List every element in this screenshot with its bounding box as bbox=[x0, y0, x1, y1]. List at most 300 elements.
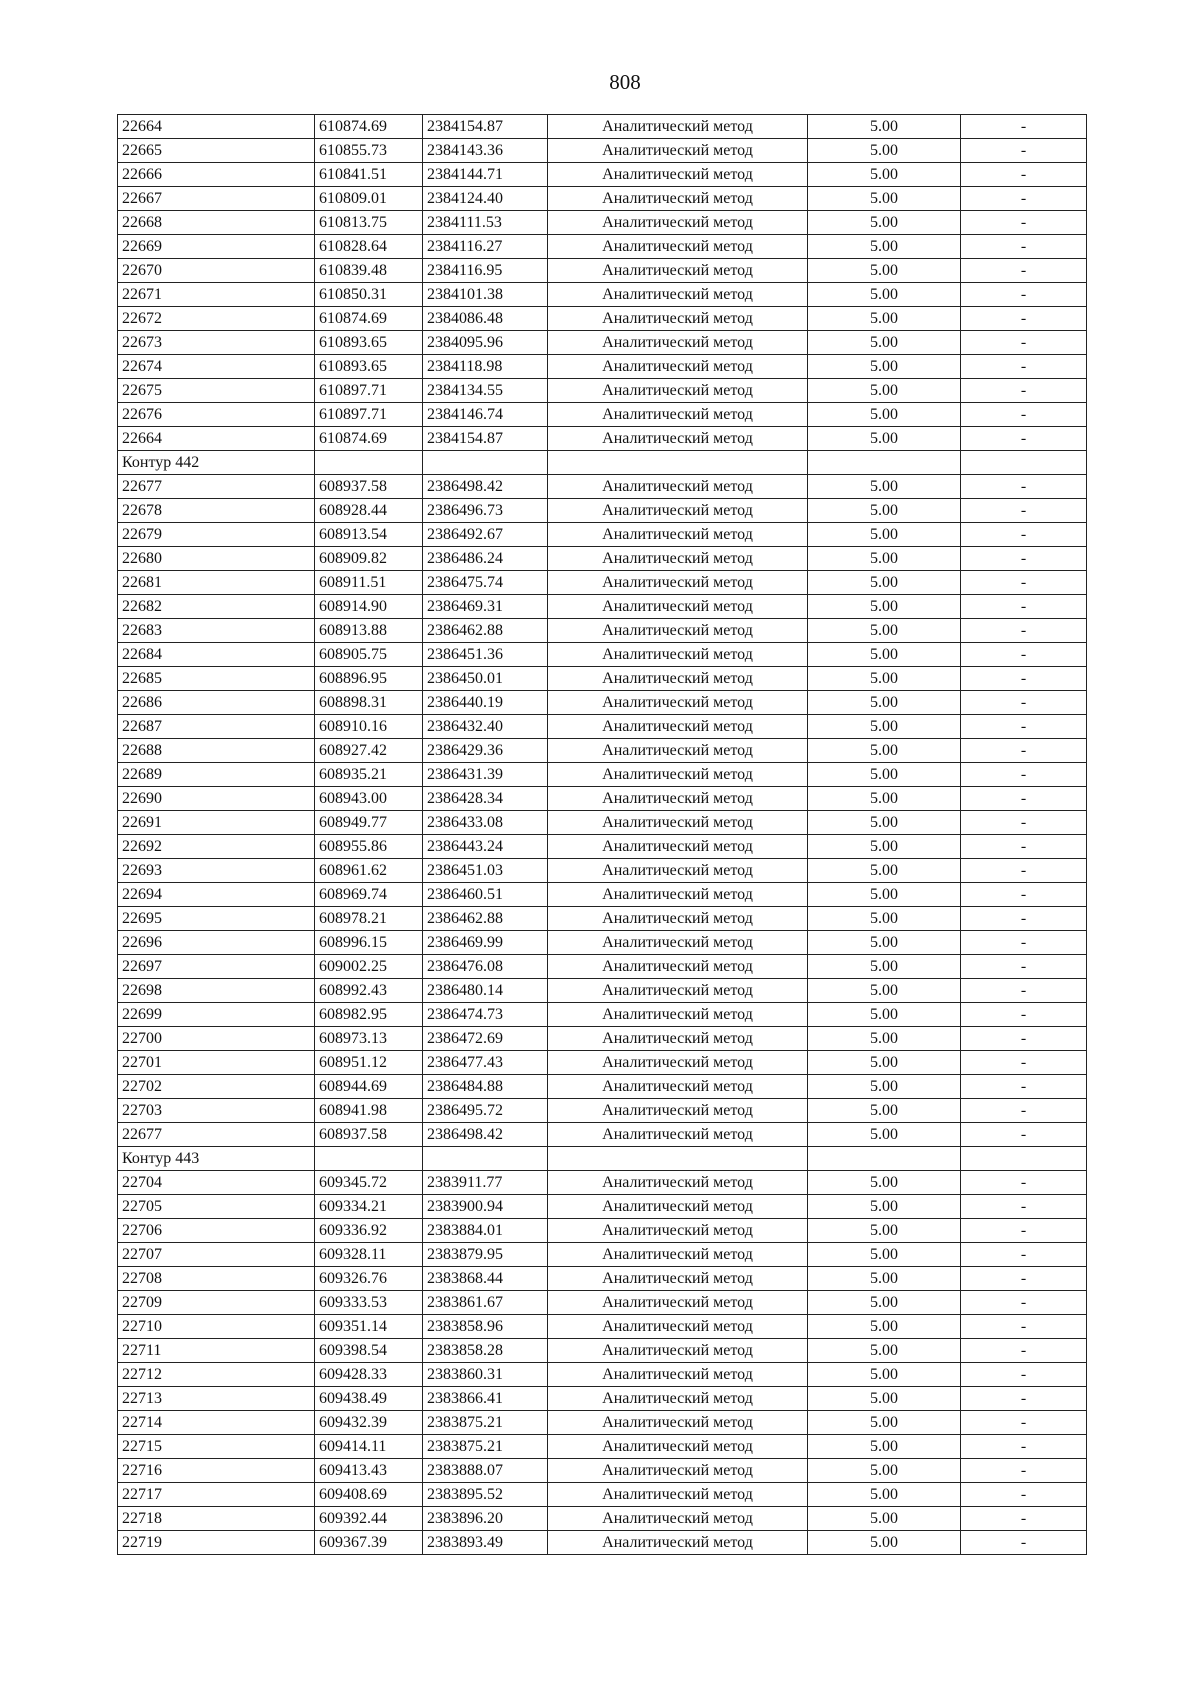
method-cell: Аналитический метод bbox=[548, 763, 808, 787]
accuracy-cell: 5.00 bbox=[808, 715, 961, 739]
x-coordinate-cell: 608969.74 bbox=[315, 883, 423, 907]
note-cell: - bbox=[961, 1051, 1087, 1075]
point-id-cell: 22707 bbox=[118, 1243, 315, 1267]
x-coordinate-cell: 609334.21 bbox=[315, 1195, 423, 1219]
table-row bbox=[118, 835, 1087, 859]
accuracy-cell: 5.00 bbox=[808, 235, 961, 259]
y-coordinate-cell: 2386498.42 bbox=[423, 1123, 548, 1147]
y-coordinate-cell: 2383860.31 bbox=[423, 1363, 548, 1387]
empty-cell bbox=[548, 451, 808, 475]
point-id-cell: 22667 bbox=[118, 187, 315, 211]
x-coordinate-cell: 610828.64 bbox=[315, 235, 423, 259]
y-coordinate-cell: 2384124.40 bbox=[423, 187, 548, 211]
method-cell: Аналитический метод bbox=[548, 787, 808, 811]
table-row bbox=[118, 1315, 1087, 1339]
y-coordinate-cell: 2384095.96 bbox=[423, 331, 548, 355]
y-coordinate-cell: 2386486.24 bbox=[423, 547, 548, 571]
point-id-cell: 22701 bbox=[118, 1051, 315, 1075]
point-id-cell: 22672 bbox=[118, 307, 315, 331]
method-cell: Аналитический метод bbox=[548, 907, 808, 931]
method-cell: Аналитический метод bbox=[548, 235, 808, 259]
y-coordinate-cell: 2386443.24 bbox=[423, 835, 548, 859]
note-cell: - bbox=[961, 163, 1087, 187]
accuracy-cell: 5.00 bbox=[808, 1531, 961, 1555]
note-cell: - bbox=[961, 979, 1087, 1003]
method-cell: Аналитический метод bbox=[548, 283, 808, 307]
y-coordinate-cell: 2383900.94 bbox=[423, 1195, 548, 1219]
y-coordinate-cell: 2384116.95 bbox=[423, 259, 548, 283]
point-id-cell: 22680 bbox=[118, 547, 315, 571]
point-id-cell: 22679 bbox=[118, 523, 315, 547]
accuracy-cell: 5.00 bbox=[808, 427, 961, 451]
point-id-cell: 22691 bbox=[118, 811, 315, 835]
note-cell: - bbox=[961, 955, 1087, 979]
note-cell: - bbox=[961, 211, 1087, 235]
y-coordinate-cell: 2383868.44 bbox=[423, 1267, 548, 1291]
x-coordinate-cell: 608937.58 bbox=[315, 1123, 423, 1147]
note-cell: - bbox=[961, 907, 1087, 931]
accuracy-cell: 5.00 bbox=[808, 619, 961, 643]
y-coordinate-cell: 2386498.42 bbox=[423, 475, 548, 499]
x-coordinate-cell: 609336.92 bbox=[315, 1219, 423, 1243]
accuracy-cell: 5.00 bbox=[808, 499, 961, 523]
y-coordinate-cell: 2386484.88 bbox=[423, 1075, 548, 1099]
point-id-cell: 22704 bbox=[118, 1171, 315, 1195]
note-cell: - bbox=[961, 235, 1087, 259]
point-id-cell: 22677 bbox=[118, 475, 315, 499]
table-row bbox=[118, 691, 1087, 715]
table-row bbox=[118, 427, 1087, 451]
y-coordinate-cell: 2383895.52 bbox=[423, 1483, 548, 1507]
x-coordinate-cell: 608951.12 bbox=[315, 1051, 423, 1075]
point-id-cell: 22713 bbox=[118, 1387, 315, 1411]
x-coordinate-cell: 608914.90 bbox=[315, 595, 423, 619]
point-id-cell: 22696 bbox=[118, 931, 315, 955]
method-cell: Аналитический метод bbox=[548, 139, 808, 163]
y-coordinate-cell: 2383875.21 bbox=[423, 1435, 548, 1459]
table-row bbox=[118, 715, 1087, 739]
accuracy-cell: 5.00 bbox=[808, 907, 961, 931]
method-cell: Аналитический метод bbox=[548, 571, 808, 595]
method-cell: Аналитический метод bbox=[548, 691, 808, 715]
y-coordinate-cell: 2383893.49 bbox=[423, 1531, 548, 1555]
table-row bbox=[118, 1531, 1087, 1555]
accuracy-cell: 5.00 bbox=[808, 643, 961, 667]
accuracy-cell: 5.00 bbox=[808, 331, 961, 355]
method-cell: Аналитический метод bbox=[548, 955, 808, 979]
note-cell: - bbox=[961, 1435, 1087, 1459]
x-coordinate-cell: 609326.76 bbox=[315, 1267, 423, 1291]
x-coordinate-cell: 608996.15 bbox=[315, 931, 423, 955]
table-row bbox=[118, 307, 1087, 331]
y-coordinate-cell: 2384111.53 bbox=[423, 211, 548, 235]
accuracy-cell: 5.00 bbox=[808, 859, 961, 883]
note-cell: - bbox=[961, 427, 1087, 451]
note-cell: - bbox=[961, 643, 1087, 667]
x-coordinate-cell: 609428.33 bbox=[315, 1363, 423, 1387]
x-coordinate-cell: 608910.16 bbox=[315, 715, 423, 739]
note-cell: - bbox=[961, 571, 1087, 595]
table-row bbox=[118, 163, 1087, 187]
accuracy-cell: 5.00 bbox=[808, 259, 961, 283]
accuracy-cell: 5.00 bbox=[808, 1411, 961, 1435]
y-coordinate-cell: 2386431.39 bbox=[423, 763, 548, 787]
accuracy-cell: 5.00 bbox=[808, 1339, 961, 1363]
x-coordinate-cell: 610839.48 bbox=[315, 259, 423, 283]
table-row bbox=[118, 1387, 1087, 1411]
method-cell: Аналитический метод bbox=[548, 643, 808, 667]
x-coordinate-cell: 609398.54 bbox=[315, 1339, 423, 1363]
note-cell: - bbox=[961, 1003, 1087, 1027]
table-row bbox=[118, 811, 1087, 835]
table-row bbox=[118, 1123, 1087, 1147]
x-coordinate-cell: 608949.77 bbox=[315, 811, 423, 835]
point-id-cell: 22678 bbox=[118, 499, 315, 523]
note-cell: - bbox=[961, 307, 1087, 331]
table-row bbox=[118, 379, 1087, 403]
x-coordinate-cell: 609432.39 bbox=[315, 1411, 423, 1435]
point-id-cell: 22699 bbox=[118, 1003, 315, 1027]
note-cell: - bbox=[961, 1387, 1087, 1411]
x-coordinate-cell: 608896.95 bbox=[315, 667, 423, 691]
y-coordinate-cell: 2386451.03 bbox=[423, 859, 548, 883]
note-cell: - bbox=[961, 1027, 1087, 1051]
empty-cell bbox=[315, 451, 423, 475]
point-id-cell: 22684 bbox=[118, 643, 315, 667]
accuracy-cell: 5.00 bbox=[808, 1459, 961, 1483]
table-row bbox=[118, 1267, 1087, 1291]
table-row bbox=[118, 1363, 1087, 1387]
accuracy-cell: 5.00 bbox=[808, 1099, 961, 1123]
accuracy-cell: 5.00 bbox=[808, 979, 961, 1003]
y-coordinate-cell: 2383879.95 bbox=[423, 1243, 548, 1267]
point-id-cell: 22698 bbox=[118, 979, 315, 1003]
table-row bbox=[118, 523, 1087, 547]
note-cell: - bbox=[961, 667, 1087, 691]
y-coordinate-cell: 2384143.36 bbox=[423, 139, 548, 163]
x-coordinate-cell: 610813.75 bbox=[315, 211, 423, 235]
y-coordinate-cell: 2383861.67 bbox=[423, 1291, 548, 1315]
table-row bbox=[118, 619, 1087, 643]
accuracy-cell: 5.00 bbox=[808, 667, 961, 691]
table-row bbox=[118, 643, 1087, 667]
x-coordinate-cell: 610893.65 bbox=[315, 331, 423, 355]
method-cell: Аналитический метод bbox=[548, 1531, 808, 1555]
note-cell: - bbox=[961, 1411, 1087, 1435]
note-cell: - bbox=[961, 715, 1087, 739]
method-cell: Аналитический метод bbox=[548, 1363, 808, 1387]
point-id-cell: 22710 bbox=[118, 1315, 315, 1339]
note-cell: - bbox=[961, 403, 1087, 427]
table-row bbox=[118, 1291, 1087, 1315]
table-row bbox=[118, 1243, 1087, 1267]
y-coordinate-cell: 2386495.72 bbox=[423, 1099, 548, 1123]
point-id-cell: 22705 bbox=[118, 1195, 315, 1219]
table-row bbox=[118, 139, 1087, 163]
table-row bbox=[118, 883, 1087, 907]
method-cell: Аналитический метод bbox=[548, 1099, 808, 1123]
point-id-cell: 22694 bbox=[118, 883, 315, 907]
accuracy-cell: 5.00 bbox=[808, 1267, 961, 1291]
method-cell: Аналитический метод bbox=[548, 1075, 808, 1099]
method-cell: Аналитический метод bbox=[548, 931, 808, 955]
table-row bbox=[118, 259, 1087, 283]
point-id-cell: 22716 bbox=[118, 1459, 315, 1483]
y-coordinate-cell: 2384118.98 bbox=[423, 355, 548, 379]
accuracy-cell: 5.00 bbox=[808, 115, 961, 139]
empty-cell bbox=[315, 1147, 423, 1171]
point-id-cell: 22697 bbox=[118, 955, 315, 979]
point-id-cell: 22693 bbox=[118, 859, 315, 883]
y-coordinate-cell: 2386451.36 bbox=[423, 643, 548, 667]
table-row bbox=[118, 859, 1087, 883]
method-cell: Аналитический метод bbox=[548, 1027, 808, 1051]
point-id-cell: 22675 bbox=[118, 379, 315, 403]
note-cell: - bbox=[961, 379, 1087, 403]
accuracy-cell: 5.00 bbox=[808, 595, 961, 619]
x-coordinate-cell: 608944.69 bbox=[315, 1075, 423, 1099]
point-id-cell: 22695 bbox=[118, 907, 315, 931]
table-row bbox=[118, 1195, 1087, 1219]
y-coordinate-cell: 2383888.07 bbox=[423, 1459, 548, 1483]
point-id-cell: 22666 bbox=[118, 163, 315, 187]
table-row bbox=[118, 1099, 1087, 1123]
point-id-cell: 22708 bbox=[118, 1267, 315, 1291]
table-row bbox=[118, 763, 1087, 787]
note-cell: - bbox=[961, 1195, 1087, 1219]
y-coordinate-cell: 2386477.43 bbox=[423, 1051, 548, 1075]
accuracy-cell: 5.00 bbox=[808, 1363, 961, 1387]
contour-header-row bbox=[118, 451, 1087, 475]
x-coordinate-cell: 608905.75 bbox=[315, 643, 423, 667]
x-coordinate-cell: 608937.58 bbox=[315, 475, 423, 499]
table-row bbox=[118, 1483, 1087, 1507]
note-cell: - bbox=[961, 811, 1087, 835]
method-cell: Аналитический метод bbox=[548, 1387, 808, 1411]
point-id-cell: 22676 bbox=[118, 403, 315, 427]
note-cell: - bbox=[961, 1531, 1087, 1555]
accuracy-cell: 5.00 bbox=[808, 835, 961, 859]
method-cell: Аналитический метод bbox=[548, 547, 808, 571]
y-coordinate-cell: 2384146.74 bbox=[423, 403, 548, 427]
method-cell: Аналитический метод bbox=[548, 1459, 808, 1483]
table-row bbox=[118, 1411, 1087, 1435]
accuracy-cell: 5.00 bbox=[808, 1003, 961, 1027]
empty-cell bbox=[808, 1147, 961, 1171]
table-row bbox=[118, 1075, 1087, 1099]
x-coordinate-cell: 608935.21 bbox=[315, 763, 423, 787]
table-row bbox=[118, 547, 1087, 571]
note-cell: - bbox=[961, 595, 1087, 619]
y-coordinate-cell: 2386440.19 bbox=[423, 691, 548, 715]
x-coordinate-cell: 609408.69 bbox=[315, 1483, 423, 1507]
y-coordinate-cell: 2384101.38 bbox=[423, 283, 548, 307]
table-row bbox=[118, 571, 1087, 595]
note-cell: - bbox=[961, 355, 1087, 379]
note-cell: - bbox=[961, 259, 1087, 283]
y-coordinate-cell: 2386450.01 bbox=[423, 667, 548, 691]
table-row bbox=[118, 283, 1087, 307]
empty-cell bbox=[423, 451, 548, 475]
accuracy-cell: 5.00 bbox=[808, 1051, 961, 1075]
table-row bbox=[118, 355, 1087, 379]
table-row bbox=[118, 1507, 1087, 1531]
accuracy-cell: 5.00 bbox=[808, 211, 961, 235]
accuracy-cell: 5.00 bbox=[808, 307, 961, 331]
method-cell: Аналитический метод bbox=[548, 835, 808, 859]
method-cell: Аналитический метод bbox=[548, 187, 808, 211]
method-cell: Аналитический метод bbox=[548, 1171, 808, 1195]
x-coordinate-cell: 610874.69 bbox=[315, 115, 423, 139]
table-row bbox=[118, 1339, 1087, 1363]
method-cell: Аналитический метод bbox=[548, 427, 808, 451]
point-id-cell: 22677 bbox=[118, 1123, 315, 1147]
empty-cell bbox=[423, 1147, 548, 1171]
x-coordinate-cell: 609333.53 bbox=[315, 1291, 423, 1315]
y-coordinate-cell: 2383866.41 bbox=[423, 1387, 548, 1411]
method-cell: Аналитический метод bbox=[548, 1243, 808, 1267]
point-id-cell: 22717 bbox=[118, 1483, 315, 1507]
accuracy-cell: 5.00 bbox=[808, 1123, 961, 1147]
y-coordinate-cell: 2383911.77 bbox=[423, 1171, 548, 1195]
x-coordinate-cell: 608928.44 bbox=[315, 499, 423, 523]
table-row bbox=[118, 331, 1087, 355]
point-id-cell: 22668 bbox=[118, 211, 315, 235]
point-id-cell: 22718 bbox=[118, 1507, 315, 1531]
method-cell: Аналитический метод bbox=[548, 211, 808, 235]
point-id-cell: 22700 bbox=[118, 1027, 315, 1051]
table-row bbox=[118, 907, 1087, 931]
method-cell: Аналитический метод bbox=[548, 163, 808, 187]
point-id-cell: 22689 bbox=[118, 763, 315, 787]
accuracy-cell: 5.00 bbox=[808, 1483, 961, 1507]
point-id-cell: 22674 bbox=[118, 355, 315, 379]
x-coordinate-cell: 608909.82 bbox=[315, 547, 423, 571]
note-cell: - bbox=[961, 835, 1087, 859]
note-cell: - bbox=[961, 1315, 1087, 1339]
empty-cell bbox=[548, 1147, 808, 1171]
table-row bbox=[118, 1219, 1087, 1243]
x-coordinate-cell: 610841.51 bbox=[315, 163, 423, 187]
point-id-cell: 22685 bbox=[118, 667, 315, 691]
point-id-cell: 22687 bbox=[118, 715, 315, 739]
accuracy-cell: 5.00 bbox=[808, 739, 961, 763]
point-id-cell: 22712 bbox=[118, 1363, 315, 1387]
y-coordinate-cell: 2386476.08 bbox=[423, 955, 548, 979]
method-cell: Аналитический метод bbox=[548, 331, 808, 355]
point-id-cell: 22711 bbox=[118, 1339, 315, 1363]
x-coordinate-cell: 608913.54 bbox=[315, 523, 423, 547]
y-coordinate-cell: 2383875.21 bbox=[423, 1411, 548, 1435]
note-cell: - bbox=[961, 1123, 1087, 1147]
contour-label: Контур 443 bbox=[118, 1147, 315, 1171]
accuracy-cell: 5.00 bbox=[808, 1243, 961, 1267]
y-coordinate-cell: 2386496.73 bbox=[423, 499, 548, 523]
table-row bbox=[118, 667, 1087, 691]
y-coordinate-cell: 2383896.20 bbox=[423, 1507, 548, 1531]
accuracy-cell: 5.00 bbox=[808, 547, 961, 571]
method-cell: Аналитический метод bbox=[548, 1051, 808, 1075]
accuracy-cell: 5.00 bbox=[808, 1171, 961, 1195]
y-coordinate-cell: 2383858.28 bbox=[423, 1339, 548, 1363]
method-cell: Аналитический метод bbox=[548, 595, 808, 619]
note-cell: - bbox=[961, 691, 1087, 715]
accuracy-cell: 5.00 bbox=[808, 763, 961, 787]
point-id-cell: 22664 bbox=[118, 427, 315, 451]
note-cell: - bbox=[961, 115, 1087, 139]
note-cell: - bbox=[961, 1339, 1087, 1363]
note-cell: - bbox=[961, 1483, 1087, 1507]
accuracy-cell: 5.00 bbox=[808, 403, 961, 427]
accuracy-cell: 5.00 bbox=[808, 1219, 961, 1243]
x-coordinate-cell: 608941.98 bbox=[315, 1099, 423, 1123]
y-coordinate-cell: 2386433.08 bbox=[423, 811, 548, 835]
point-id-cell: 22702 bbox=[118, 1075, 315, 1099]
page-number: 808 bbox=[609, 70, 641, 94]
point-id-cell: 22719 bbox=[118, 1531, 315, 1555]
method-cell: Аналитический метод bbox=[548, 1435, 808, 1459]
accuracy-cell: 5.00 bbox=[808, 931, 961, 955]
table-row bbox=[118, 475, 1087, 499]
table-row bbox=[118, 931, 1087, 955]
accuracy-cell: 5.00 bbox=[808, 1027, 961, 1051]
note-cell: - bbox=[961, 283, 1087, 307]
accuracy-cell: 5.00 bbox=[808, 1195, 961, 1219]
method-cell: Аналитический метод bbox=[548, 883, 808, 907]
x-coordinate-cell: 609413.43 bbox=[315, 1459, 423, 1483]
note-cell: - bbox=[961, 1267, 1087, 1291]
method-cell: Аналитический метод bbox=[548, 307, 808, 331]
point-id-cell: 22664 bbox=[118, 115, 315, 139]
accuracy-cell: 5.00 bbox=[808, 787, 961, 811]
point-id-cell: 22714 bbox=[118, 1411, 315, 1435]
x-coordinate-cell: 609002.25 bbox=[315, 955, 423, 979]
point-id-cell: 22681 bbox=[118, 571, 315, 595]
note-cell: - bbox=[961, 139, 1087, 163]
method-cell: Аналитический метод bbox=[548, 619, 808, 643]
y-coordinate-cell: 2383858.96 bbox=[423, 1315, 548, 1339]
point-id-cell: 22682 bbox=[118, 595, 315, 619]
x-coordinate-cell: 608927.42 bbox=[315, 739, 423, 763]
point-id-cell: 22665 bbox=[118, 139, 315, 163]
y-coordinate-cell: 2384134.55 bbox=[423, 379, 548, 403]
x-coordinate-cell: 610897.71 bbox=[315, 379, 423, 403]
point-id-cell: 22706 bbox=[118, 1219, 315, 1243]
accuracy-cell: 5.00 bbox=[808, 475, 961, 499]
y-coordinate-cell: 2386428.34 bbox=[423, 787, 548, 811]
note-cell: - bbox=[961, 883, 1087, 907]
table-row bbox=[118, 1003, 1087, 1027]
table-row bbox=[118, 595, 1087, 619]
note-cell: - bbox=[961, 547, 1087, 571]
method-cell: Аналитический метод bbox=[548, 1483, 808, 1507]
x-coordinate-cell: 608898.31 bbox=[315, 691, 423, 715]
table-row bbox=[118, 115, 1087, 139]
y-coordinate-cell: 2384086.48 bbox=[423, 307, 548, 331]
accuracy-cell: 5.00 bbox=[808, 163, 961, 187]
method-cell: Аналитический метод bbox=[548, 379, 808, 403]
note-cell: - bbox=[961, 1507, 1087, 1531]
x-coordinate-cell: 608955.86 bbox=[315, 835, 423, 859]
accuracy-cell: 5.00 bbox=[808, 139, 961, 163]
note-cell: - bbox=[961, 187, 1087, 211]
x-coordinate-cell: 609438.49 bbox=[315, 1387, 423, 1411]
x-coordinate-cell: 608973.13 bbox=[315, 1027, 423, 1051]
y-coordinate-cell: 2386480.14 bbox=[423, 979, 548, 1003]
note-cell: - bbox=[961, 619, 1087, 643]
note-cell: - bbox=[961, 1291, 1087, 1315]
x-coordinate-cell: 609345.72 bbox=[315, 1171, 423, 1195]
